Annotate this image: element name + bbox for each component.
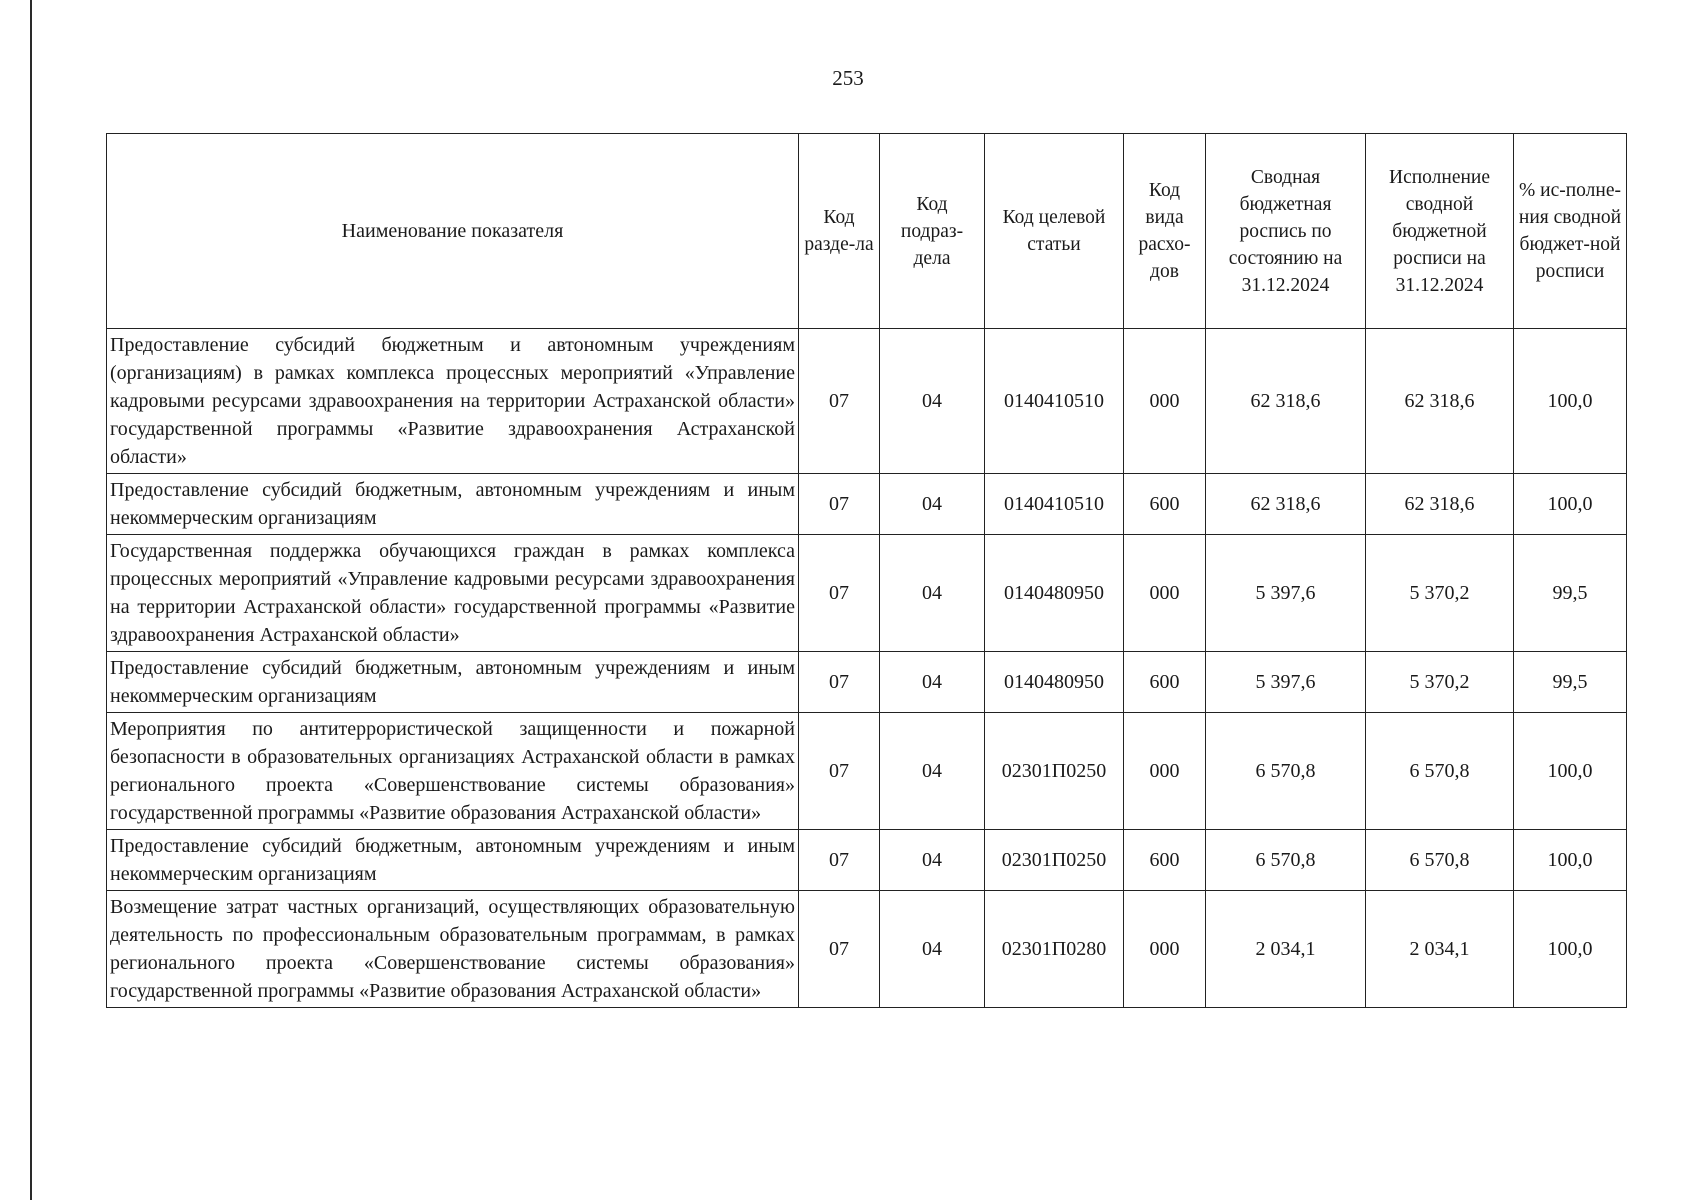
row-podrazdel: 04 <box>880 891 985 1008</box>
row-celevaya: 0140480950 <box>985 652 1124 713</box>
row-ispolnenie: 62 318,6 <box>1366 329 1514 474</box>
page-number: 253 <box>832 66 864 90</box>
header-procent: % ис-полне-ния сводной бюджет-ной росписи <box>1514 134 1627 329</box>
row-vid: 000 <box>1124 891 1206 1008</box>
row-ispolnenie: 2 034,1 <box>1366 891 1514 1008</box>
row-rospis: 5 397,6 <box>1206 535 1366 652</box>
row-podrazdel: 04 <box>880 652 985 713</box>
row-podrazdel: 04 <box>880 830 985 891</box>
row-vid: 600 <box>1124 830 1206 891</box>
row-rospis: 62 318,6 <box>1206 329 1366 474</box>
row-razdel: 07 <box>799 652 880 713</box>
row-name: Предоставление субсидий бюджетным и автономным учреждениям (организациям) в рамках комплекса процессных мероприятий «Управление кадровыми ресурсами здравоохранения на территории Астраханской области» государственной программы «Развитие здравоохранения Астраханской области» <box>107 329 799 474</box>
row-razdel: 07 <box>799 830 880 891</box>
budget-table <box>106 133 1627 1008</box>
header-podrazdel: Код подраз-дела <box>880 134 985 329</box>
row-podrazdel: 04 <box>880 535 985 652</box>
row-celevaya: 02301П0280 <box>985 891 1124 1008</box>
row-rospis: 5 397,6 <box>1206 652 1366 713</box>
table-row <box>107 652 1627 713</box>
row-procent: 100,0 <box>1514 830 1627 891</box>
row-name: Государственная поддержка обучающихся граждан в рамках комплекса процессных мероприятий «Управление кадровыми ресурсами здравоохранения на территории Астраханской области» государственной программы «Развитие здравоохранения Астраханской области» <box>107 535 799 652</box>
row-name: Предоставление субсидий бюджетным, автономным учреждениям и иным некоммерческим организациям <box>107 474 799 535</box>
row-razdel: 07 <box>799 535 880 652</box>
row-procent: 100,0 <box>1514 329 1627 474</box>
row-razdel: 07 <box>799 474 880 535</box>
row-procent: 100,0 <box>1514 474 1627 535</box>
row-rospis: 6 570,8 <box>1206 713 1366 830</box>
row-ispolnenie: 5 370,2 <box>1366 535 1514 652</box>
row-podrazdel: 04 <box>880 329 985 474</box>
row-vid: 600 <box>1124 474 1206 535</box>
row-podrazdel: 04 <box>880 474 985 535</box>
row-razdel: 07 <box>799 329 880 474</box>
row-vid: 600 <box>1124 652 1206 713</box>
header-rospis: Сводная бюджетная роспись по состоянию на 31.12.2024 <box>1206 134 1366 329</box>
row-ispolnenie: 5 370,2 <box>1366 652 1514 713</box>
row-rospis: 2 034,1 <box>1206 891 1366 1008</box>
row-celevaya: 02301П0250 <box>985 713 1124 830</box>
row-vid: 000 <box>1124 713 1206 830</box>
row-vid: 000 <box>1124 329 1206 474</box>
row-name: Мероприятия по антитеррористической защищенности и пожарной безопасности в образовательных организациях Астраханской области в рамках регионального проекта «Совершенствование системы образования» государственной программы «Развитие образования Астраханской области» <box>107 713 799 830</box>
row-procent: 99,5 <box>1514 652 1627 713</box>
row-celevaya: 0140480950 <box>985 535 1124 652</box>
row-procent: 99,5 <box>1514 535 1627 652</box>
row-celevaya: 0140410510 <box>985 329 1124 474</box>
row-podrazdel: 04 <box>880 713 985 830</box>
table-row <box>107 329 1627 474</box>
header-ispolnenie: Исполнение сводной бюджетной росписи на 31.12.2024 <box>1366 134 1514 329</box>
header-name: Наименование показателя <box>107 134 799 329</box>
binding-line <box>30 0 32 1200</box>
table-row <box>107 891 1627 1008</box>
row-procent: 100,0 <box>1514 713 1627 830</box>
table-row <box>107 474 1627 535</box>
table-row <box>107 830 1627 891</box>
row-name: Предоставление субсидий бюджетным, автономным учреждениям и иным некоммерческим организациям <box>107 652 799 713</box>
row-rospis: 62 318,6 <box>1206 474 1366 535</box>
row-procent: 100,0 <box>1514 891 1627 1008</box>
row-celevaya: 02301П0250 <box>985 830 1124 891</box>
row-celevaya: 0140410510 <box>985 474 1124 535</box>
table-row <box>107 535 1627 652</box>
row-ispolnenie: 6 570,8 <box>1366 830 1514 891</box>
row-razdel: 07 <box>799 713 880 830</box>
row-name: Возмещение затрат частных организаций, осуществляющих образовательную деятельность по профессиональным образовательным программам, в рамках регионального проекта «Совершенствование системы образования» государственной программы «Развитие образования Астраханской области» <box>107 891 799 1008</box>
header-celevaya: Код целевой статьи <box>985 134 1124 329</box>
table-header-row <box>107 134 1627 329</box>
row-vid: 000 <box>1124 535 1206 652</box>
row-rospis: 6 570,8 <box>1206 830 1366 891</box>
header-razdel: Код разде-ла <box>799 134 880 329</box>
table-row <box>107 713 1627 830</box>
header-vid: Код вида расхо-дов <box>1124 134 1206 329</box>
row-razdel: 07 <box>799 891 880 1008</box>
row-name: Предоставление субсидий бюджетным, автономным учреждениям и иным некоммерческим организациям <box>107 830 799 891</box>
row-ispolnenie: 6 570,8 <box>1366 713 1514 830</box>
row-ispolnenie: 62 318,6 <box>1366 474 1514 535</box>
